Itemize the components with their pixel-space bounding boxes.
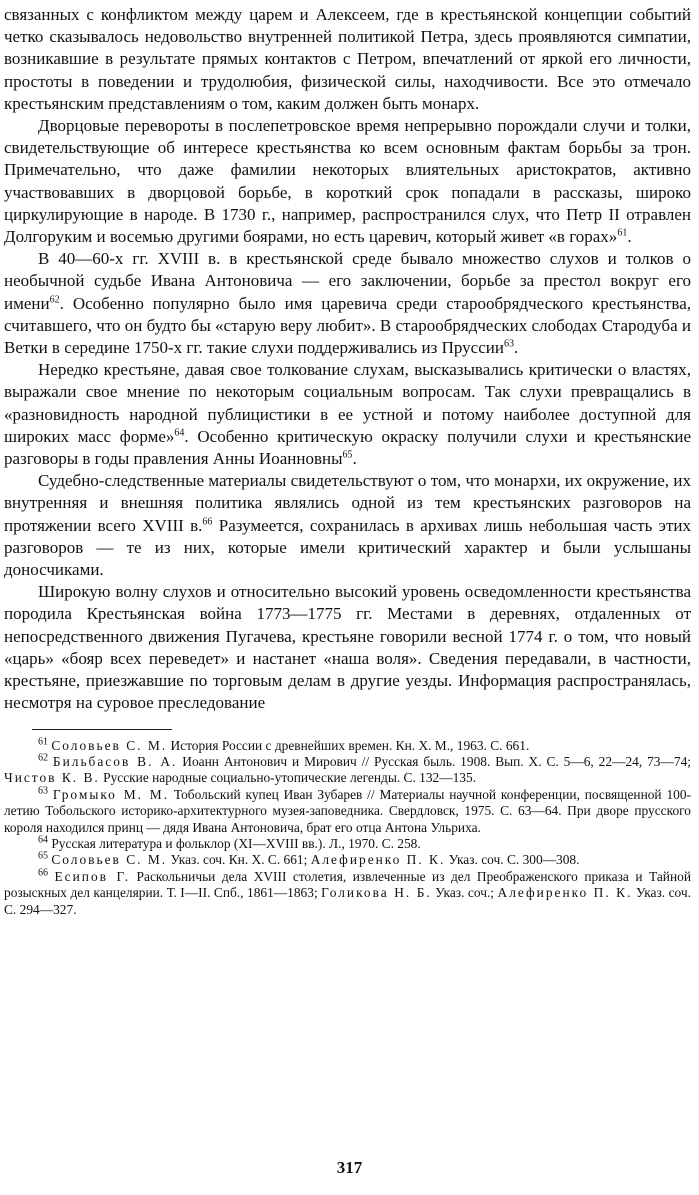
footnote-divider xyxy=(32,729,172,730)
footnote-ref: 66 xyxy=(202,516,213,528)
footnote-66: $^{66}$ Есипов Г. Раскольничьи дела XVIII столетия, извлеченные из дел Преображенского приказа и Тайной розыскных дел канцелярии. Т. I—II. Спб., 1861—1863; Голикова Н. Б. Указ. соч.; Алефиренко П. К. Указ. соч. С. 294—327. xyxy=(4,867,691,917)
footnote-64: $^{64}$ Русская литература и фольклор (XI—XVIII вв.). Л., 1970. С. 258. xyxy=(38,834,421,851)
main-text xyxy=(4,4,691,715)
footnote-61: $^{61}$ Соловьев С. М. История России с древнейших времен. Кн. X. М., 1963. С. 661. xyxy=(38,736,530,753)
paragraph-2: Дворцовые перевороты в послепетровское время непрерывно порождали случи и толки, свидетельствующие об интересе крестьянства ко всем основным фактам борьбы за трон. Примечательно, что даже фамилии некоторых влиятельных аристократов, активно участвовавших в дворцовой борьбе, в короткий срок попадали в рассказы, широко циркулирующие в народе. В 1730 г., например, распространился слух, что Петр II отравлен Долгоруким и восемью другими боярами, но есть царевич, который живет «в горах»$^{61}$. xyxy=(4,116,691,247)
page-number: 317 xyxy=(336,1158,363,1177)
footnote-62: $^{62}$ Бильбасов В. А. Иоанн Антонович и Мирович // Русская быль. 1908. Вып. X. С. 5—6, 22—24, 73—74; Чистов К. В. Русские народные социально-утопические легенды. С. 132—135. xyxy=(4,752,691,786)
paragraph-6: Широкую волну слухов и относительно высокий уровень осведомленности крестьянства породила Крестьянская война 1773—1775 гг. Местами в деревнях, отдаленных от непосредственного движения Пугачева, крестьяне говорили весной 1774 г. о том, что новый «царь» «бояр всех переведет» и настанет «наша воля». Сведения передавали, в частности, крестьяне, приезжавшие по торговым делам в другие уезды. Информация распространялась, несмотря на суровое преследование xyxy=(4,582,691,713)
footnote-63: $^{63}$ Громыко М. М. Тобольский купец Иван Зубарев // Материалы научной конференции, посвященной 100-летию Тобольского историко-архитектурного музея-заповедника. Свердловск, 1975. С. 63—64. При дворе прусского короля находился принц — дядя Ивана Антоновича, брат его отца Антона Ульриха. xyxy=(4,785,691,835)
footnote-ref: 62 xyxy=(49,293,60,305)
footnote-ref: 61 xyxy=(617,227,628,239)
footnote-ref: 65 xyxy=(342,449,353,461)
footnotes xyxy=(4,738,691,918)
footnote-65: $^{65}$ Соловьев С. М. Указ. соч. Кн. X. С. 661; Алефиренко П. К. Указ. соч. С. 300—308. xyxy=(38,850,580,868)
paragraph-1: связанных с конфликтом между царем и Алексеем, где в крестьянской концепции событий четко сказывалось недовольство внутренней политикой Петра, здесь проявляются симпатии, возникавшие в результате прямых контактов с Петром, впечатлений от яркой его личности, простоты в поведении и трудолюбия, физической силы, находчивости. Все это отмечало крестьянским представлениям о том, каким должен быть монарх. xyxy=(4,5,691,113)
paragraph-3: В 40—60-х гг. XVIII в. в крестьянской среде бывало множество слухов и толков о необычной судьбе Ивана Антоновича — его заключении, борьбе за престол вокруг его имени$^{62}$. Особенно популярно было имя царевича среди старообрядческого крестьянства, считавшего, что он будто бы «старую веру любит». В старообрядческих слободах Стародуба и Ветки в середине 1750-х гг. такие слухи поддерживались из Пруссии$^{63}$. xyxy=(4,249,691,358)
footnote-ref: 64 xyxy=(174,427,185,439)
paragraph-5: Судебно-следственные материалы свидетельствуют о том, что монархи, их окружение, их внутренняя и внешняя политика являлись одной из тем крестьянских разговоров на протяжении всего XVIII в.$^{66}$ Разумеется, сохранилась в архивах лишь небольшая часть этих разговоров — те из них, которые имели критический характер и были услышаны доносчиками. xyxy=(4,471,691,580)
paragraph-4: Нередко крестьяне, давая свое толкование слухам, высказывались критически о властях, выражали свое мнение по некоторым социальным вопросам. Так слухи превращались в «разновидность народной публицистики в ее устной и потому наиболее доступной для широких масс форме»$^{64}$. Особенно критическую окраску получили слухи и крестьянские разговоры в годы правления Анны Иоанновны$^{65}$. xyxy=(4,360,691,469)
footnote-ref: 63 xyxy=(503,338,514,350)
